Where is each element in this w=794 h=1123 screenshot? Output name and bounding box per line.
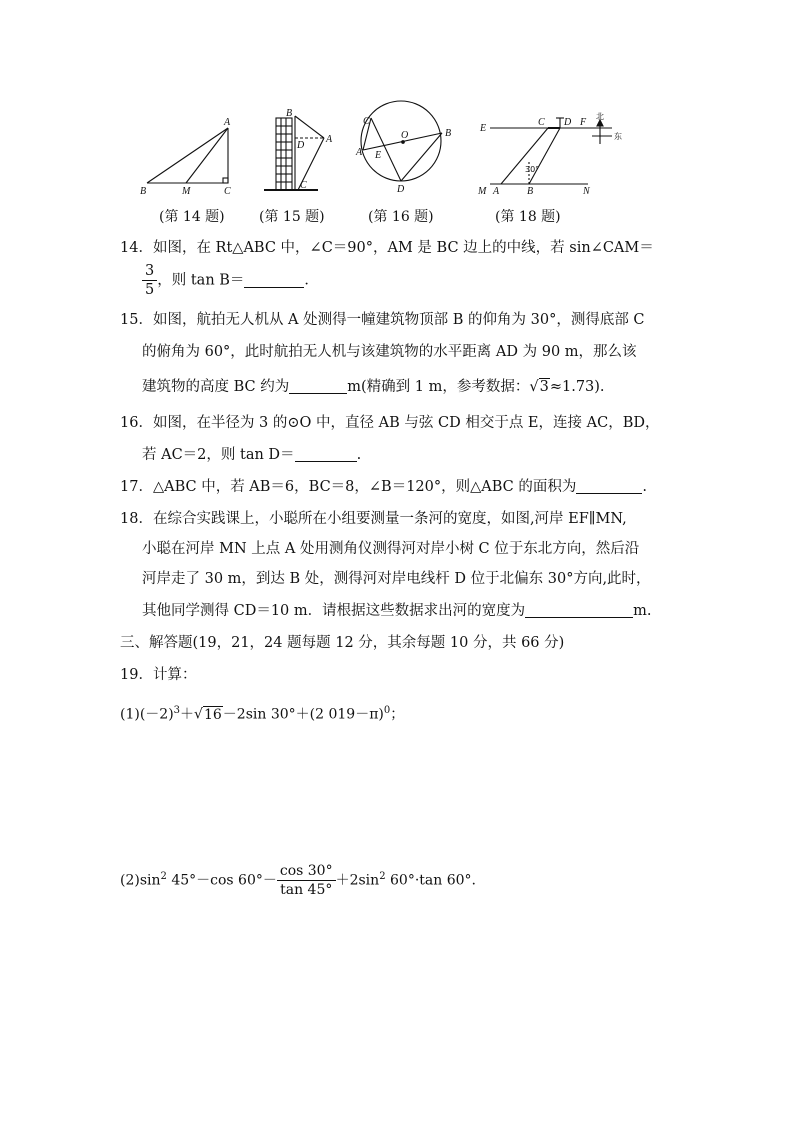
q18-line2: 小聪在河岸 MN 上点 A 处用测角仪测得河对岸小树 C 位于东北方向，然后沿 — [142, 541, 640, 557]
q15-line3: 建筑物的高度 BC 约为 m(精确到 1 m，参考数据：√3≈1.73). — [142, 379, 605, 395]
fig18-label-b: B — [527, 186, 534, 197]
q16-end: . — [356, 447, 362, 463]
q19-p1-sqrt: 16 — [203, 706, 222, 723]
q19-p2-c: ＋2sin — [335, 872, 380, 889]
fig18-label-a: A — [493, 186, 500, 197]
q16-answer-blank[interactable] — [295, 445, 357, 462]
fig16-label-b: B — [445, 128, 452, 139]
q18-line1: 18．在综合实践课上，小聪所在小组要测量一条河的宽度，如图,河岸 EF∥MN, — [120, 511, 627, 527]
fig14-label-a: A — [224, 117, 231, 128]
q14-end: ． — [304, 272, 319, 289]
q15-line2: 的俯角为 60°，此时航拍无人机与该建筑物的水平距离 AD 为 90 m，那么该 — [142, 344, 637, 360]
fig18-label-m: M — [478, 186, 487, 197]
fig15-label-c: C — [300, 180, 307, 191]
q14-line1: 14．如图，在 Rt△ABC 中，∠C＝90°，AM 是 BC 边上的中线，若 sin∠CAM＝ — [120, 240, 654, 256]
q14-line2 — [142, 262, 319, 299]
fig16-label-e: E — [375, 150, 382, 161]
fig14-label-b: B — [140, 186, 147, 197]
q18-line3: 河岸走了 30 m，到达 B 处，测得河对岸电线杆 D 位于北偏东 30°方向,此时， — [142, 571, 651, 587]
q16-line1: 16．如图，在半径为 3 的⊙O 中，直径 AB 与弦 CD 相交于点 E，连接 AC，BD， — [120, 415, 660, 431]
fig18-label-c: C — [538, 117, 545, 128]
fig18-river — [490, 118, 612, 184]
q19-part2 — [120, 857, 476, 901]
q15-answer-blank[interactable] — [289, 377, 347, 394]
q15-sqrt-value: 3 — [539, 379, 549, 395]
figures-area — [0, 0, 794, 230]
q19-p2-den: tan 45° — [280, 882, 333, 899]
q14-fraction — [142, 262, 157, 299]
fig14-triangle — [147, 128, 228, 183]
q19-p2-exp2: 2 — [379, 871, 386, 882]
q19-p1-c: －2sin 30°＋(2 019－π) — [222, 706, 384, 723]
q19-p1-b: ＋ — [180, 706, 195, 723]
q19-p2-num: cos 30° — [277, 862, 336, 881]
q18-end: m. — [633, 603, 652, 619]
fig16-label-d: D — [397, 184, 405, 195]
q18-line4 — [142, 600, 652, 622]
q15-line3-a: 建筑物的高度 BC 约为 — [142, 379, 290, 395]
q15-line3-c: ≈1.73). — [549, 379, 605, 395]
q19-p2-a: (2)sin — [120, 872, 161, 889]
fig15-label-a: A — [326, 134, 333, 145]
q19-p1-exp2: 0 — [383, 705, 391, 716]
q19-part1: $(1)(-2)^3+√16-2\sin$ 30°＋(2 019－π)$^0$； — [120, 705, 405, 723]
q18-line4-text: 其他同学测得 CD＝10 m．请根据这些数据求出河的宽度为 — [142, 603, 526, 619]
q17-answer-blank[interactable] — [576, 477, 642, 494]
figures-svg — [0, 0, 794, 230]
fig18-north-label: 北 — [596, 112, 604, 121]
fig18-label-e: E — [480, 123, 487, 134]
fig18-angle-label: 30° — [525, 165, 540, 174]
fig18-east-label: 东 — [614, 132, 622, 141]
section3-heading: 三、解答题(19，21，24 题每题 12 分，其余每题 10 分，共 66 分) — [120, 635, 565, 651]
fig16-label-a: A — [356, 147, 363, 158]
q19-p1-d: ； — [390, 706, 405, 723]
fig16-label-o: O — [401, 130, 409, 141]
fig16-label-c: C — [363, 116, 370, 127]
q15-line1: 15．如图，航拍无人机从 A 处测得一幢建筑物顶部 B 的仰角为 30°，测得底部 C — [120, 312, 645, 328]
q14-frac-den: 5 — [145, 282, 155, 298]
q19-p2-d: 60°·tan 60°. — [385, 872, 476, 889]
caption-fig16: (第 16 题) — [368, 209, 434, 225]
q19-p2-fraction — [277, 862, 336, 899]
q17-line — [120, 476, 647, 498]
caption-fig18: (第 18 题) — [495, 209, 561, 225]
q16-line2 — [142, 444, 361, 466]
q19-p2-exp: 2 — [160, 871, 167, 882]
q18-answer-blank[interactable] — [525, 601, 633, 618]
q15-line3-b: m(精确到 1 m，参考数据： — [347, 379, 530, 395]
q14-frac-num: 3 — [142, 262, 157, 281]
fig16-circle — [361, 101, 442, 181]
caption-fig15: (第 15 题) — [259, 209, 325, 225]
q19-title: 19．计算： — [120, 667, 197, 683]
fig15-label-d: D — [297, 140, 305, 151]
fig14-label-m: M — [182, 186, 191, 197]
q17-text: 17．△ABC 中，若 AB＝6，BC＝8，∠B＝120°，则△ABC 的面积为 — [120, 479, 577, 495]
fig18-label-d: D — [564, 117, 572, 128]
caption-fig14: (第 14 题) — [159, 209, 225, 225]
fig15-building — [264, 116, 324, 190]
fig14-label-c: C — [224, 186, 231, 197]
q16-line2-text: 若 AC＝2，则 tan D＝ — [142, 447, 295, 463]
fig18-label-n: N — [583, 186, 590, 197]
q19-p1-exp: 3 — [173, 705, 181, 716]
q14-line2-tail: ，则 tan B＝ — [157, 272, 245, 289]
fig18-label-f: F — [580, 117, 587, 128]
q19-p2-b: 45°－cos 60°－ — [166, 872, 277, 889]
fig15-label-b: B — [286, 108, 293, 119]
q17-end: . — [642, 479, 647, 495]
q19-p1-a: (1)(－2) — [120, 706, 174, 723]
q14-answer-blank[interactable] — [244, 271, 304, 288]
